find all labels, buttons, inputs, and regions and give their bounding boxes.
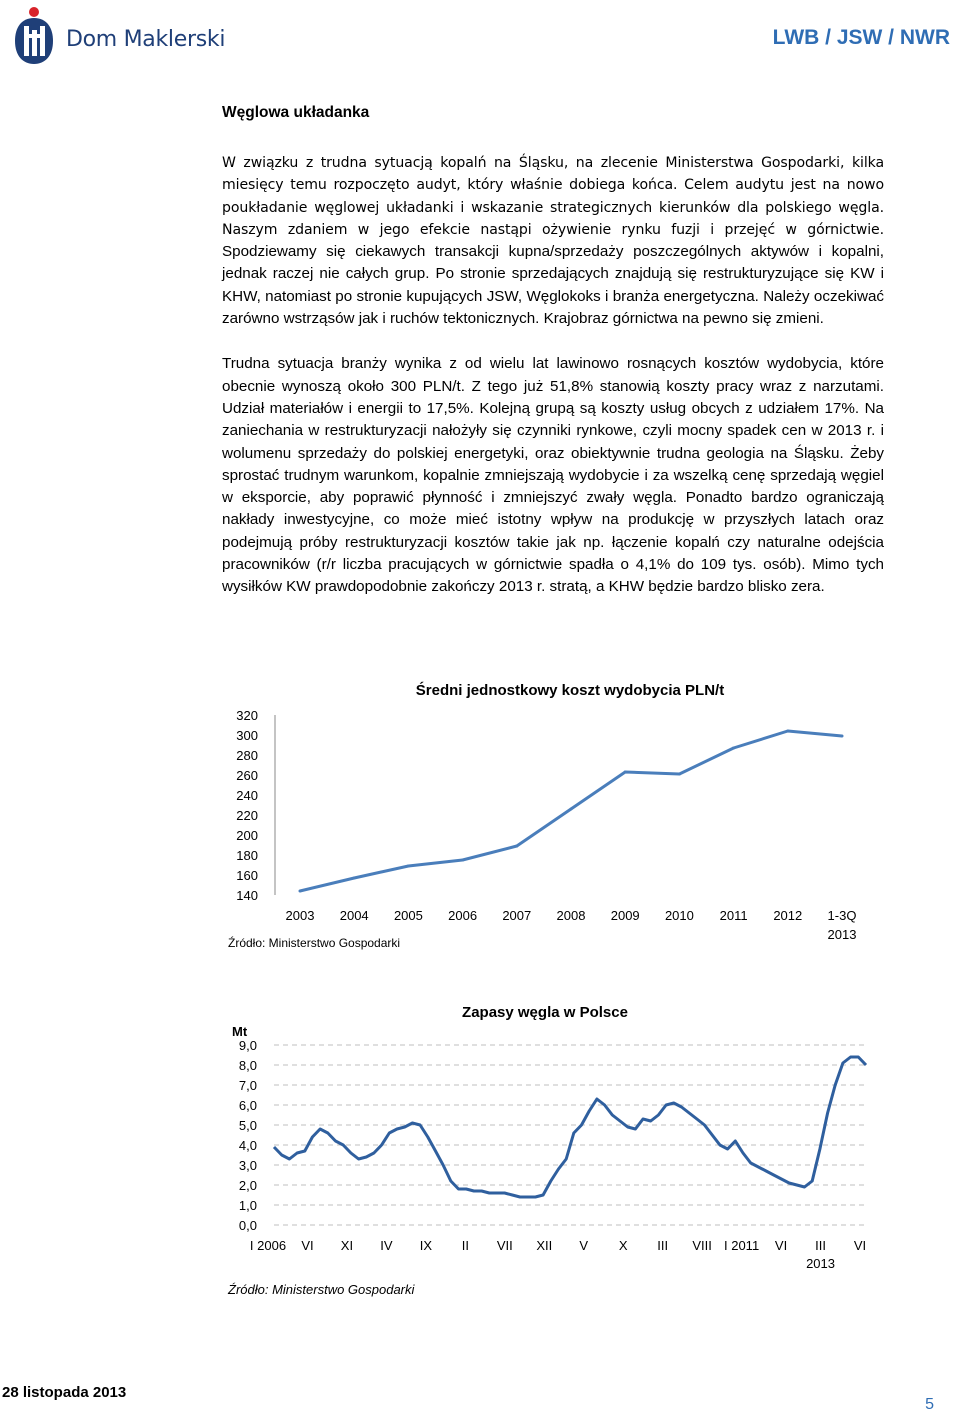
paragraph-1-part-2: Spodziewamy się ciekawych transakcji kupna/sprzedaży poszczególnych aktywów i kopalni, jednak raczej nie całych grup. Po stronie sprzedających znajdują się restrukturyzujące się KW i KHW, natomiast po stronie kupujących JSW, Węglokoks i branża energetyczna. Należy oczekiwać zarówno wstrząsów jak i ruchów tektonicznych. Krajobraz górnictwa na pewno się zmieni. — [222, 243, 884, 328]
page-number: 5 — [925, 1396, 934, 1413]
y-axis-label: Mt — [232, 1024, 248, 1039]
y-tick-label: 180 — [236, 848, 258, 863]
y-tick-label: 7,0 — [238, 1078, 257, 1093]
x-tick-label: I 2006 — [249, 1238, 287, 1253]
article — [222, 104, 884, 599]
x-tick-label: 2003 — [285, 908, 315, 923]
x-tick-label: 2009 — [610, 908, 640, 923]
x-tick-label: 2005 — [393, 908, 423, 923]
x-tick-label: VIII — [692, 1238, 712, 1253]
x-tick-label: IV — [380, 1238, 393, 1253]
x-tick-label: V — [579, 1238, 589, 1253]
y-tick-label: 320 — [236, 708, 258, 723]
y-tick-label: 3,0 — [238, 1158, 257, 1173]
y-tick-label: 280 — [236, 748, 258, 763]
pko-logo-icon — [12, 6, 56, 66]
x-tick-label: 2011 — [719, 908, 748, 923]
y-tick-label: 4,0 — [238, 1138, 257, 1153]
x-tick-label: III — [657, 1238, 669, 1253]
chart-source: Źródło: Ministerstwo Gospodarki — [228, 1282, 415, 1297]
y-tick-label: 200 — [236, 828, 258, 843]
x-tick-label: X — [618, 1238, 628, 1253]
x-tick-label: I 2011 — [724, 1238, 760, 1253]
x-tick-label: VI — [853, 1238, 867, 1253]
report-date: 28 listopada 2013 — [2, 1384, 127, 1401]
stocks-chart — [220, 1000, 880, 1310]
y-tick-label: 1,0 — [238, 1198, 257, 1213]
article-paragraph-2: Trudna sytuacja branży wynika z od wielu lat lawinowo rosnących kosztów wydobycia, które obecnie wynoszą około 300 PLN/t. Z tego już 51,8% stanowią koszty pracy wraz z narzutami. Udział materiałów i energii to 17,5%. Kolejną grupą są koszty usług obcych z udziałem 17%. Na zaniechania w restrukturyzacji nałożyły się czynniki rynkowe, czyli mocny spadek cen w 2013 r. i wolumenu sprzedaży do polskiej energetyki, oraz obiektywnie trudna geologia na Śląsku. Żeby sprostać trudnym warunkom, kopalnie zmniejszają wydobycie i za wszelką cenę sprzedają węgiel w eksporcie, aby poprawić płynność i zmniejszyć zwały węgla. Ponadto bardzo ograniczają nakłady inwestycyjne, co może mieć istotny wpływ na produkcję w przyszłych latach oraz podejmują próby restrukturyzacji kosztów takie jak np. łączenie kopalń czy naturalne odejścia pracowników (r/r liczba pracujących w górnictwie spadła o 4,1% do 109 tys. osób). Mimo tych wysiłków KW prawdopodobnie zakończy 2013 r. stratą, a KHW będzie bardzo blisko zera. — [222, 355, 884, 596]
x-tick-label: VII — [496, 1238, 513, 1253]
y-tick-label: 5,0 — [238, 1118, 257, 1133]
paragraph-1-part-1: W związku z trudna sytuacją kopalń na Śląsku, na zlecenie Ministerstwa Gospodarki, kilka miesięcy temu rozpoczęto audyt, który właśnie dobiega końca. Celem audytu jest na nowo poukładanie węglowej układanki i wskazanie strategicznych kierunków dla polskiego węgla. Naszym zdaniem w jego efekcie nastąpi ożywienie rynku fuzji i przejęć w górnictwie. — [222, 155, 884, 238]
y-tick-label: 160 — [236, 868, 258, 883]
article-paragraph-1 — [222, 152, 884, 330]
ticker-symbols: LWB / JSW / NWR — [772, 26, 950, 49]
x-tick-label: 2006 — [448, 908, 478, 923]
x-tick-label: 2010 — [664, 908, 694, 923]
x-tick-label: 2007 — [502, 908, 532, 923]
y-tick-label: 260 — [236, 768, 258, 783]
x-tick-label: VI — [774, 1238, 788, 1253]
y-tick-label: 6,0 — [238, 1098, 257, 1113]
y-tick-label: 140 — [236, 888, 258, 903]
y-tick-label: 0,0 — [238, 1218, 257, 1233]
chart-title: Średni jednostkowy koszt wydobycia PLN/t — [415, 682, 725, 699]
y-tick-label: 220 — [236, 808, 258, 823]
x-tick-label: 2008 — [556, 908, 586, 923]
x-tick-label: 2004 — [339, 908, 369, 923]
x-tick-label: II — [461, 1238, 469, 1253]
x-tick-label: VI — [301, 1238, 314, 1253]
chart-title: Zapasy węgla w Polsce — [462, 1004, 628, 1021]
y-tick-label: 8,0 — [238, 1058, 257, 1073]
series-line — [300, 731, 842, 891]
article-title: Węglowa układanka — [222, 104, 370, 121]
brand-name: Dom Maklerski — [66, 27, 226, 52]
series-line — [274, 1057, 866, 1197]
x-tick-label: XII — [536, 1238, 553, 1253]
chart-source: Źródło: Ministerstwo Gospodarki — [228, 936, 401, 950]
x-tick-label: IX — [419, 1238, 433, 1253]
y-tick-label: 240 — [236, 788, 258, 803]
cost-chart — [220, 670, 880, 960]
y-tick-label: 9,0 — [238, 1038, 257, 1053]
x-tick-label: 1-3Q 2013 — [827, 908, 857, 942]
x-tick-label: III 2013 — [806, 1238, 835, 1271]
x-tick-label: 2012 — [773, 908, 803, 923]
y-tick-label: 2,0 — [238, 1178, 257, 1193]
page-header — [0, 0, 960, 80]
x-tick-label: XI — [340, 1238, 354, 1253]
y-tick-label: 300 — [236, 728, 258, 743]
